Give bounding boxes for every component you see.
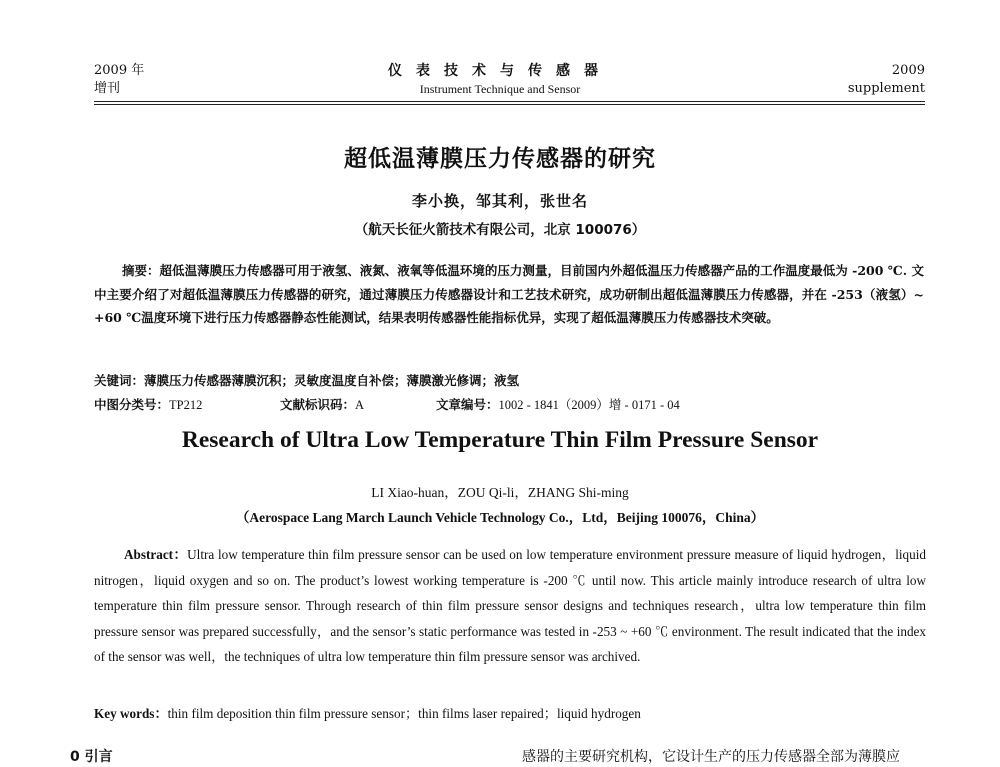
clc-value: TP212: [169, 398, 203, 412]
header-issue-right: supplement: [847, 81, 925, 96]
authors-zh: 李小换，邹其利，张世名: [411, 192, 588, 210]
header-rule-thin: [94, 104, 925, 105]
journal-name-en: Instrument Technique and Sensor: [419, 82, 581, 96]
keywords-zh: [94, 369, 924, 392]
clc-code: [94, 393, 280, 417]
keywords-zh-text: 薄膜压力传感器薄膜沉积；灵敏度温度自补偿；薄膜激光修调；液氢: [144, 373, 520, 388]
doc-value: A: [355, 398, 365, 412]
header-issue-left: 增刊: [94, 81, 121, 96]
abstract-zh-label: 摘要：: [122, 263, 160, 278]
abstract-en-text: Ultra low temperature thin film pressure sensor can be used on low temperature environment pressure measure of liquid hydrogen，liquid nitrogen，liquid oxygen and so on. The product’s lowest working temperature is -200 ℃ until now. This article mainly introduce research of ultra low temperature thin film pressure sensor. Through research of thin film pressure sensor designs and techniques research，ultra low temperature thin film pressure sensor was prepared successfully，and the sensor’s static performance was tested in -253 ~ +60 ℃ environment. The result indicated that the index of the sensor was well，the techniques of ultra low temperature thin film pressure sensor was archived.: [94, 547, 926, 664]
classification-line: [94, 393, 924, 417]
article-label: 文章编号：: [436, 397, 499, 412]
body-right-column-fragment: 感器的主要研究机构，它设计生产的压力传感器全部为薄膜应: [522, 749, 900, 765]
abstract-zh-text: 超低温薄膜压力传感器可用于液氢、液氮、液氧等低温环境的压力测量，目前国内外超低温压力传感器产品的工作温度最低为 -200 ℃. 文中主要介绍了对超低温薄膜压力传感器的研究，通过薄膜压力传感器设计和工艺技术研究，成功研制出超低温薄膜压力传感器，并在 -253（液氢）~ +60 ℃温度环境下进行压力传感器静态性能测试，结果表明传感器性能指标优异，实现了超低温薄膜压力传感器技术突破。: [94, 263, 924, 325]
abstract-en: [94, 542, 926, 670]
header-rule: [94, 101, 925, 102]
article-number: [436, 393, 680, 417]
journal-name-zh: 仪表技术与传感器: [388, 63, 612, 79]
header-year-right: 2009: [891, 63, 925, 78]
authors-en: LI Xiao-huan，ZOU Qi-li，ZHANG Shi-ming: [371, 485, 629, 500]
header-right: [848, 62, 925, 98]
keywords-en-text: thin film deposition thin film pressure sensor；thin films laser repaired；liquid hydrogen: [167, 706, 641, 721]
article-value: 1002 - 1841（2009）增 - 0171 - 04: [498, 398, 680, 412]
document-code: [280, 393, 436, 417]
affiliation-en: （Aerospace Lang March Launch Vehicle Technology Co.，Ltd，Beijing 100076，China）: [235, 510, 765, 525]
keywords-zh-label: 关键词：: [94, 373, 145, 388]
abstract-en-label: Abstract：: [124, 547, 188, 562]
title-en: Research of Ultra Low Temperature Thin Film Pressure Sensor: [181, 427, 819, 453]
abstract-zh: [94, 259, 924, 330]
keywords-en: [94, 703, 926, 725]
header-year-left: 2009 年: [94, 63, 145, 78]
doc-label: 文献标识码：: [280, 397, 356, 412]
keywords-en-label: Key words：: [94, 706, 168, 721]
clc-label: 中图分类号：: [94, 397, 170, 412]
affiliation-zh: （航天长征火箭技术有限公司，北京 100076）: [354, 222, 646, 238]
title-zh: 超低温薄膜压力传感器的研究: [344, 146, 656, 172]
section-heading-introduction: 0 引言: [70, 749, 113, 765]
